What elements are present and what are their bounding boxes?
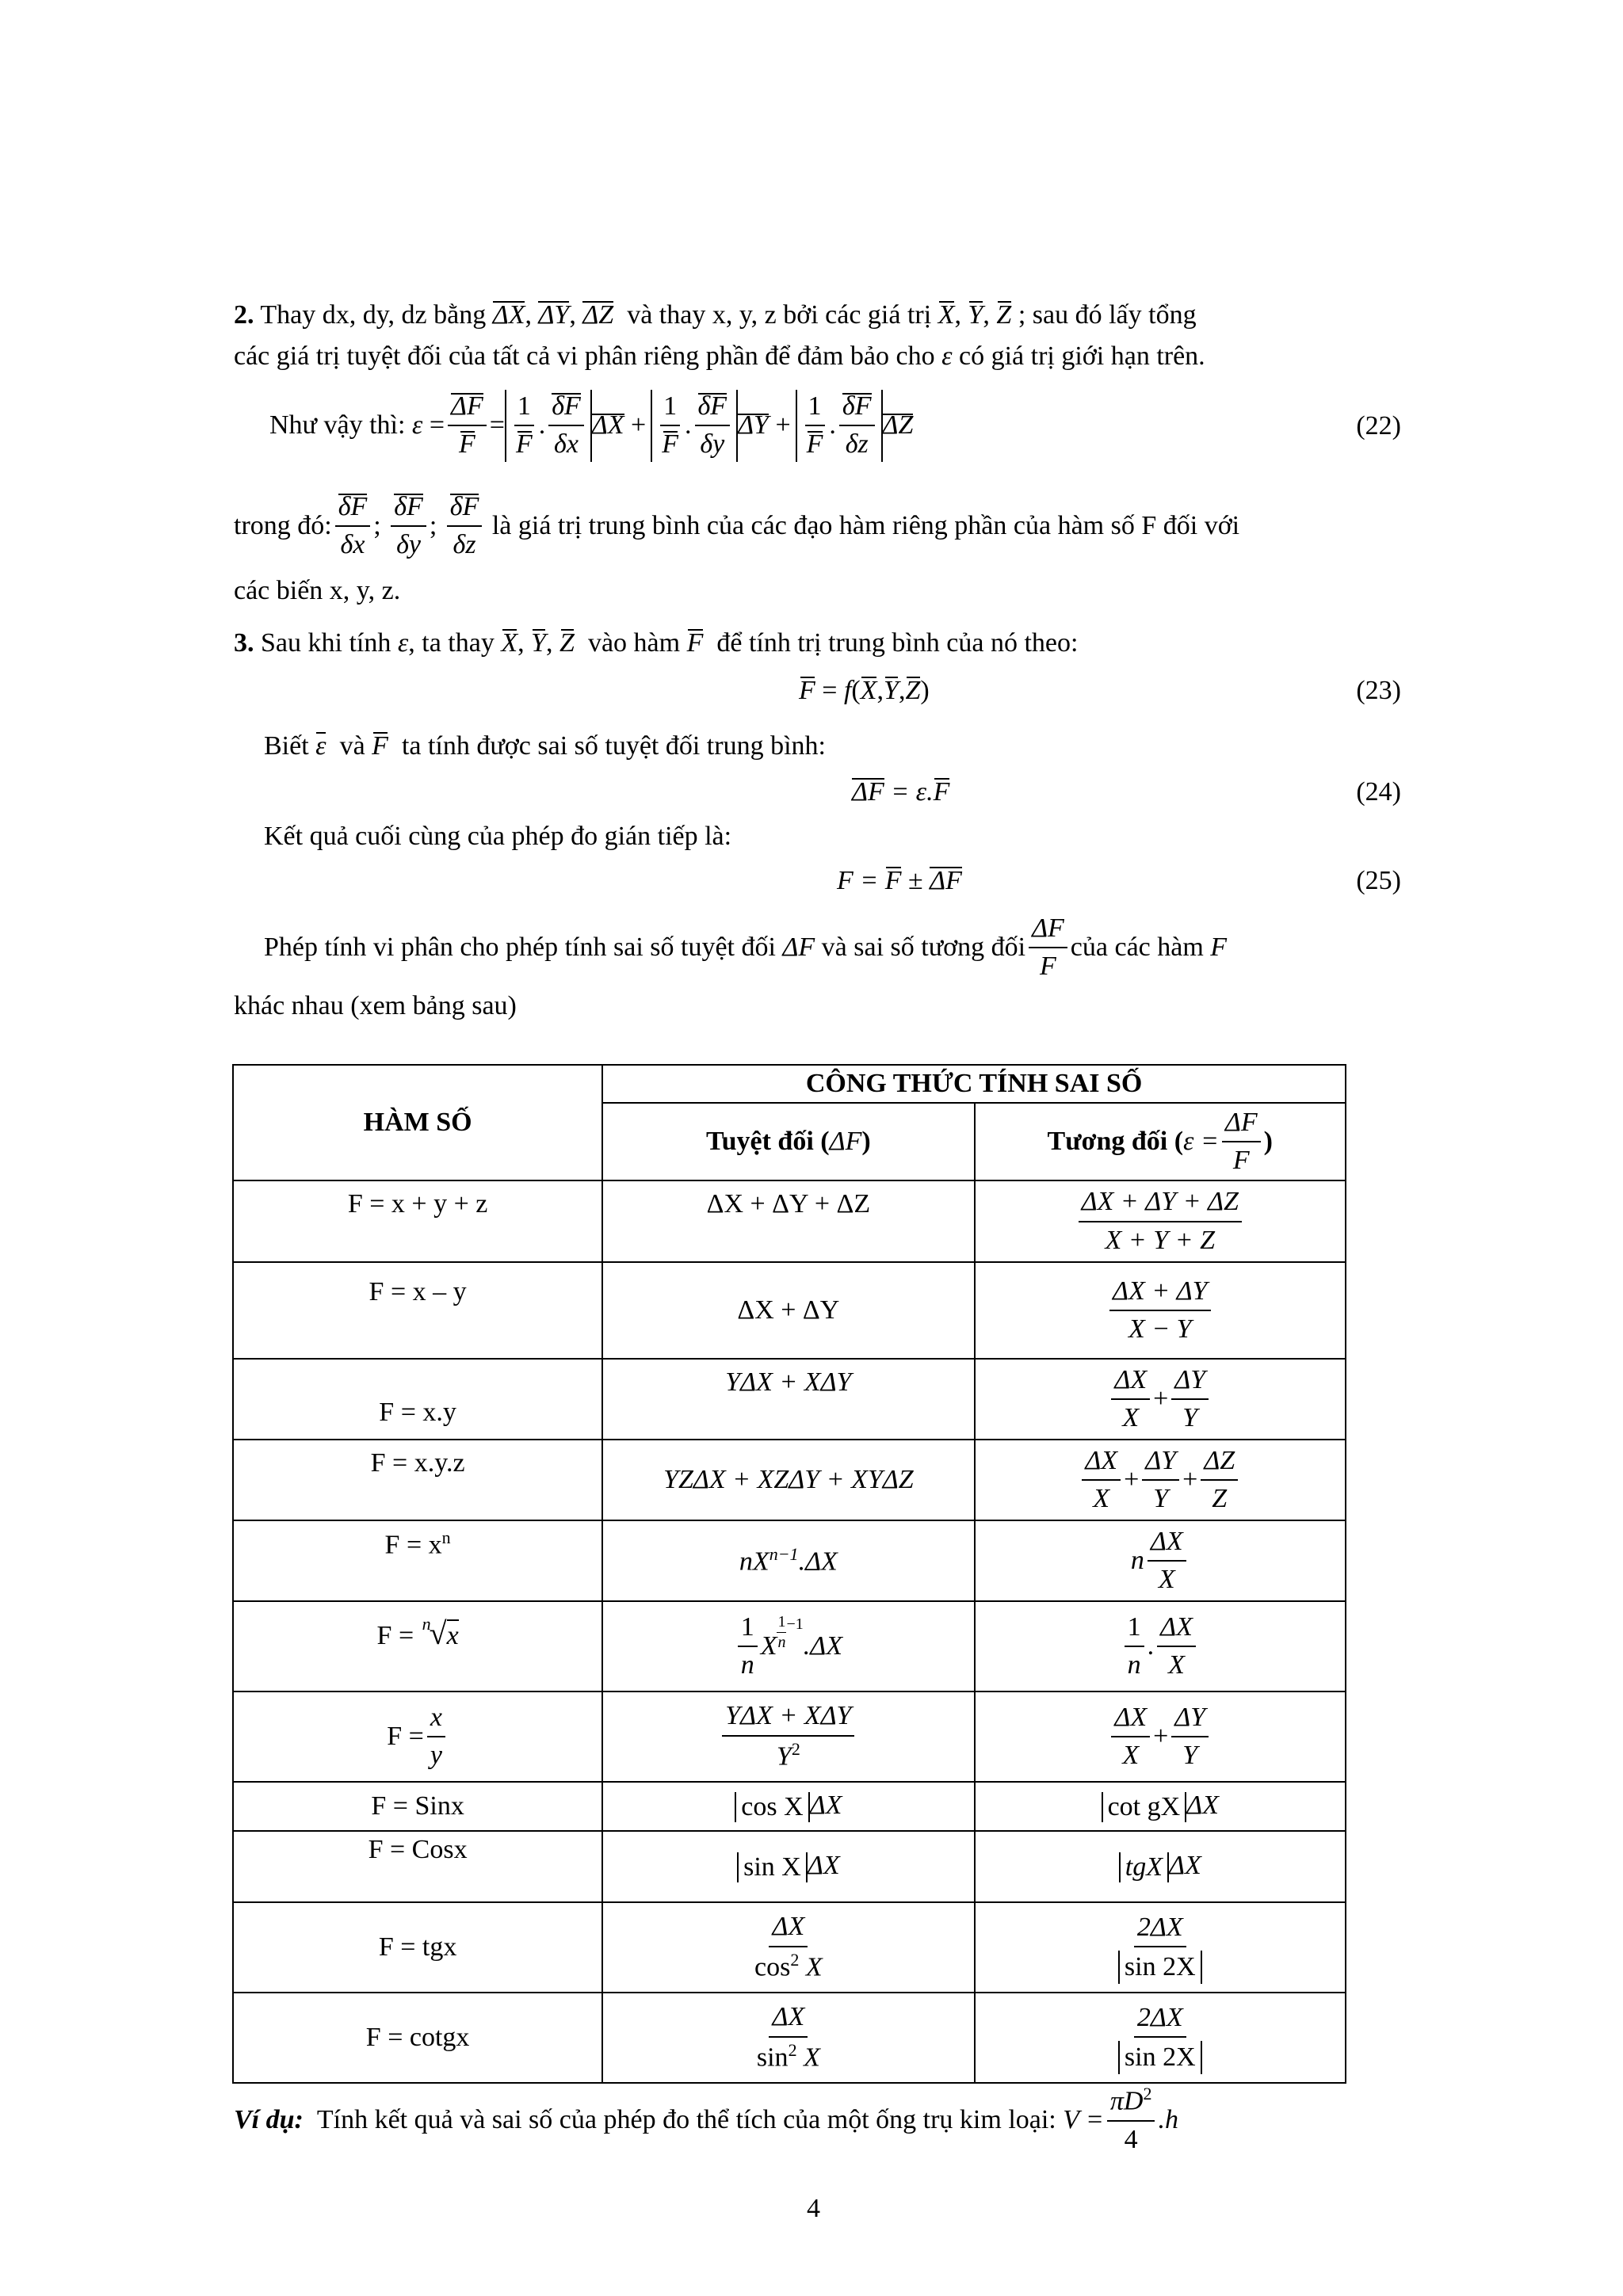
table-row: F = $^n$√x 1 n X 1 n −1 .ΔX 1 n . ΔX X [233, 1601, 1346, 1691]
header-formula: CÔNG THỨC TÍNH SAI SỐ [602, 1065, 1346, 1103]
equation-22: Như vậy thì: ε = $\frac{\Delta F}{F}$ = 1 F . δF δx ΔX + 1 F . δF δy ΔY + 1 F . δF δz ΔZ [269, 382, 913, 469]
pheptinh-line: Phép tính vi phân cho phép tính sai số tuyệt đối ΔF và sai số tương đối ΔF F của các hàm F [264, 913, 1228, 981]
step2-line2: các giá trị tuyệt đối của tất cả vi phân riêng phần để đảm bảo cho ε có giá trị giới hạn trên. [234, 341, 1205, 371]
equation-25: F = F ± ΔF [837, 864, 962, 898]
mean-x: X [938, 298, 955, 333]
biet-line: Biết ε và F ta tính được sai số tuyệt đối trung bình: [264, 729, 826, 764]
step2-number: 2. [234, 300, 254, 330]
abs-term-y: 1 F . δF δy [651, 390, 738, 462]
step2-line1: 2. Thay dx, dy, dz bằng ΔX, ΔY, ΔZ và thay x, y, z bởi các giá trị X, Y, Z ; sau đó lấy tổng [234, 298, 1197, 333]
header-relative: Tương đối ( ε = $\frac{\Delta F}{F}$ ) [975, 1103, 1346, 1180]
error-formula-table [232, 1064, 1346, 2084]
where-line2: các biến x, y, z. [234, 576, 401, 605]
abs-term-z: 1 F . δF δz [796, 390, 883, 462]
table-row: F = x – y ΔX + ΔY $\frac{\Delta X + \Delta Y}{X - Y}$ [233, 1262, 1346, 1359]
mean-z: Z [996, 298, 1011, 333]
example-line: Ví dụ: Tính kết quả và sai số của phép đo thể tích của một ống trụ kim loại: V = $\frac{\pi D^2}{4}$ .h [234, 2084, 1178, 2155]
table-row: F = Sinx cos X ΔX cot gX ΔX [233, 1782, 1346, 1831]
epsilon-symbol: ε [941, 341, 953, 371]
equation-23: F = f(X,Y,Z) [799, 673, 930, 708]
table-row: F = x.y YΔX + XΔY ΔX X + $\frac{\Delta Y}{Y}$ [233, 1359, 1346, 1440]
equation-25-number: (25) [1356, 866, 1401, 895]
where-line: trong đó: δF δx ; δF δy ; δF δz là giá trị trung bình của các đạo hàm riêng phần của hàm số F đối với [234, 491, 1240, 559]
pheptinh-line2: khác nhau (xem bảng sau) [234, 991, 517, 1020]
equation-24-number: (24) [1356, 777, 1401, 807]
table-row: F = $\frac{x}{y}$ YΔX + XΔY $Y^2$ ΔX X + $\frac{\Delta Y}{Y}$ [233, 1691, 1346, 1782]
mean-y: Y [968, 298, 983, 333]
header-absolute: Tuyệt đối (ΔF) [602, 1103, 974, 1180]
ketqua-line: Kết quả cuối cùng của phép đo gián tiếp là: [264, 822, 732, 851]
abs-term-x: 1 F . δF δx [505, 390, 592, 462]
page-number: 4 [807, 2194, 820, 2223]
fraction-dF-F: $\frac{\Delta F}{F}$ [448, 390, 487, 462]
example-label: Ví dụ: [234, 2105, 304, 2134]
mean-delta-x: ΔX [493, 298, 525, 333]
mean-delta-y: ΔY [538, 298, 569, 333]
table-row: $F = x^n$ $nX^{n-1}.\Delta X$ n ΔX X [233, 1520, 1346, 1601]
equation-23-number: (23) [1356, 676, 1401, 705]
table-row: F = tgx $\frac{\Delta X}{\cos^2 X}$ $\frac{2\Delta X}{\sin 2X}$ [233, 1902, 1346, 1993]
table-row: F = x + y + z ΔX + ΔY + ΔZ $\frac{\Delta X + \Delta Y + \Delta Z}{X + Y + Z}$ [233, 1180, 1346, 1262]
equation-24: ΔF = ε.F [852, 775, 949, 810]
table-row: F = Cosx sin X ΔX tgX ΔX [233, 1831, 1346, 1902]
table-row: F = x.y.z YZΔX + XZΔY + XYΔZ ΔX X + $\frac{\Delta Y}{Y}$ + $\frac{\Delta Z}{Z}$ [233, 1440, 1346, 1520]
mean-delta-z: ΔZ [582, 298, 613, 333]
header-function: HÀM SỐ [233, 1065, 602, 1180]
step3-line: 3. Sau khi tính ε, ta thay X, Y, Z vào hàm F để tính trị trung bình của nó theo: [234, 626, 1078, 661]
equation-22-number: (22) [1356, 411, 1401, 441]
table-row: F = cotgx $\frac{\Delta X}{\sin^2 X}$ $\frac{2\Delta X}{\sin 2X}$ [233, 1993, 1346, 2083]
